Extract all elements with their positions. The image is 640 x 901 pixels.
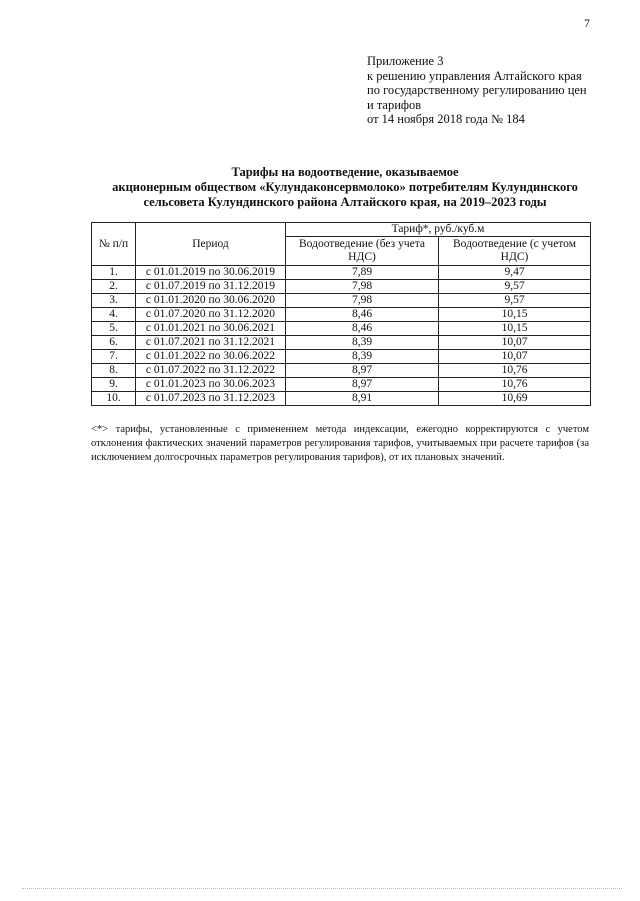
cell-with-vat: 9,47 [439,266,591,280]
cell-num: 1. [92,266,136,280]
header-with-vat: Водоотведение (с учетом НДС) [439,237,591,266]
cell-without-vat: 7,89 [286,266,439,280]
appendix-line: от 14 ноября 2018 года № 184 [367,112,525,126]
cell-without-vat: 7,98 [286,294,439,308]
cell-period: с 01.01.2023 по 30.06.2023 [136,378,286,392]
cell-num: 7. [92,350,136,364]
cell-period: с 01.07.2019 по 31.12.2019 [136,280,286,294]
appendix-line: к решению управления Алтайского края [367,68,582,83]
cell-without-vat: 8,39 [286,336,439,350]
document-title [90,165,600,210]
title-line: сельсовета Кулундинского района Алтайского края, на 2019–2023 годы [143,195,547,209]
cell-period: с 01.01.2019 по 30.06.2019 [136,266,286,280]
cell-num: 2. [92,280,136,294]
table-row [92,266,591,280]
cell-without-vat: 7,98 [286,280,439,294]
cell-with-vat: 10,07 [439,336,591,350]
cell-without-vat: 8,91 [286,392,439,406]
cell-with-vat: 10,69 [439,392,591,406]
page-number: 7 [584,16,590,30]
cell-num: 6. [92,336,136,350]
cell-num: 5. [92,322,136,336]
cell-num: 10. [92,392,136,406]
cell-with-vat: 9,57 [439,294,591,308]
cell-without-vat: 8,46 [286,322,439,336]
table-row [92,336,591,350]
header-num: № п/п [92,223,136,266]
table-row [92,350,591,364]
cell-with-vat: 10,76 [439,364,591,378]
appendix-header [367,54,587,127]
header-period: Период [136,223,286,266]
bottom-divider [22,888,622,889]
cell-num: 8. [92,364,136,378]
footnote: <*> тарифы, установленные с применением метода индексации, ежегодно корректируются с учетом отклонения фактических значений параметров регулирования тарифов, учитываемых при расчете тарифов (за исключением долгосрочных параметров регулирования тарифов), от их плановых значений. [91,424,589,463]
table-row [92,364,591,378]
cell-with-vat: 10,15 [439,322,591,336]
cell-without-vat: 8,39 [286,350,439,364]
cell-with-vat: 9,57 [439,280,591,294]
header-tariff-group: Тариф*, руб./куб.м [286,223,591,237]
header-without-vat: Водоотведение (без учета НДС) [286,237,439,266]
table-row [92,378,591,392]
cell-with-vat: 10,07 [439,350,591,364]
cell-period: с 01.07.2020 по 31.12.2020 [136,308,286,322]
cell-period: с 01.01.2021 по 30.06.2021 [136,322,286,336]
table-row [92,322,591,336]
cell-with-vat: 10,76 [439,378,591,392]
table-row [92,280,591,294]
table-row [92,392,591,406]
title-line: Тарифы на водоотведение, оказываемое [231,165,459,179]
cell-without-vat: 8,46 [286,308,439,322]
cell-num: 3. [92,294,136,308]
tariff-table [91,222,591,406]
cell-num: 4. [92,308,136,322]
table-row [92,294,591,308]
appendix-line: и тарифов [367,97,422,112]
cell-without-vat: 8,97 [286,378,439,392]
appendix-line: Приложение 3 [367,54,444,68]
table-row [92,308,591,322]
title-line: акционерным обществом «Кулундаконсервмолоко» потребителям Кулундинского [112,180,578,194]
cell-period: с 01.01.2020 по 30.06.2020 [136,294,286,308]
cell-num: 9. [92,378,136,392]
cell-period: с 01.07.2021 по 31.12.2021 [136,336,286,350]
appendix-line: по государственному регулированию цен [367,83,587,97]
cell-period: с 01.01.2022 по 30.06.2022 [136,350,286,364]
cell-with-vat: 10,15 [439,308,591,322]
cell-period: с 01.07.2023 по 31.12.2023 [136,392,286,406]
cell-period: с 01.07.2022 по 31.12.2022 [136,364,286,378]
cell-without-vat: 8,97 [286,364,439,378]
